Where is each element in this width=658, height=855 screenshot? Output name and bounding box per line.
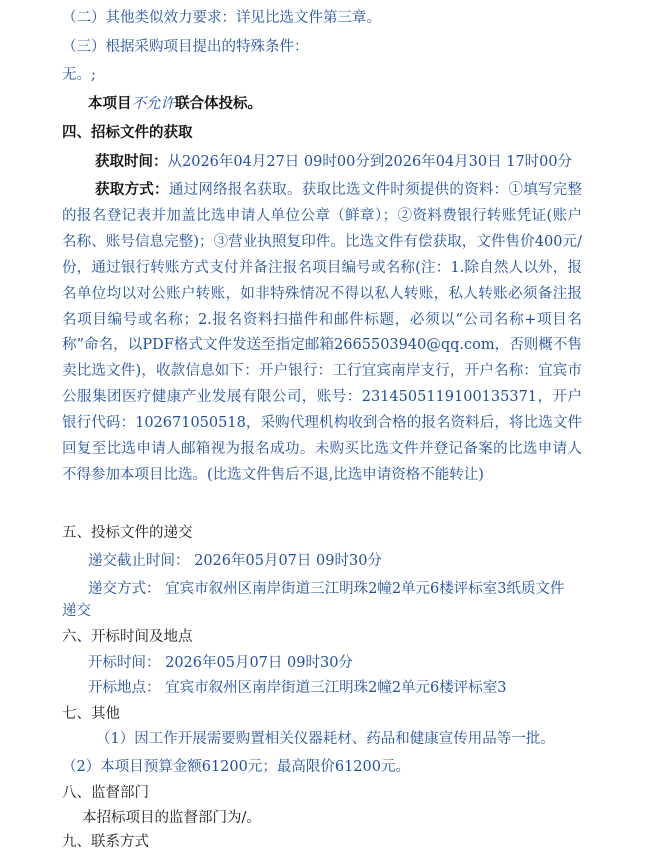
section-6-heading: 六、开标时间及地点 — [62, 629, 193, 645]
acquisition-method-paragraph — [62, 177, 582, 489]
submission-method-line: 递交方式： 宜宾市叙州区南岸街道三江明珠2幢2单元6楼评标室3纸质文件 — [88, 581, 565, 597]
section-7-heading: 七、其他 — [62, 706, 120, 722]
section-4-heading: 四、招标文件的获取 — [62, 124, 193, 141]
submission-method-continuation: 递交 — [62, 603, 91, 619]
opening-time-line: 开标时间： 2026年05月07日 09时30分 — [88, 655, 353, 671]
submission-deadline-line: 递交截止时间： 2026年05月07日 09时30分 — [88, 553, 382, 569]
none-line: 无。; — [62, 67, 96, 83]
other-item-1: （1）因工作开展需要购置相关仪器耗材、药品和健康宣传用品等一批。 — [96, 731, 555, 747]
section-8-heading: 八、监督部门 — [62, 785, 149, 801]
opening-place-line: 开标地点： 宜宾市叙州区南岸街道三江明珠2幢2单元6楼评标室3 — [88, 680, 507, 696]
acquisition-method-label: 获取方式： — [95, 181, 169, 198]
section-5-heading: 五、投标文件的递交 — [62, 525, 193, 541]
acquisition-time-value: 从2026年04月27日 09时00分到2026年04月30日 17时00分 — [167, 154, 573, 170]
consortium-prefix: 本项目 — [88, 95, 132, 112]
acquisition-time-line — [95, 152, 572, 172]
acquisition-method-text: 通过网络报名获取。获取比选文件时须提供的资料：①填写完整的报名登记表并加盖比选申请人单位公章（鲜章）；②资料费银行转账凭证(账户名称、账号信息完整)；③营业执照复印件。比选文件有偿获取，文件售价400元/份，通过银行转账方式支付并备注报名项目编号或名称(注：1.除自然人以外，报名单位均以对公账户转账，如非特殊情况不得以私人转账，私人转账必须备注报名项目编号或名称；2.报名资料扫描件和邮件标题，必须以“公司名称+项目名称”命名，以PDF格式文件发送至指定邮箱2665503940@qq.com，否则概不售卖比选文件)，收款信息如下：开户银行：工行宜宾南岸支行，开户名称：宜宾市公服集团医疗健康产业发展有限公司，账号：2314505119100135371，开户银行代码：102671050518，采购代理机构收到合格的报名资料后，将比选文件回复至比选申请人邮箱视为报名成功。未购买比选文件并登记备案的比选申请人不得参加本项目比选。(比选文件售后不退,比选申请资格不能转让) — [62, 182, 582, 483]
consortium-suffix: 联合体投标。 — [175, 95, 262, 112]
consortium-line — [88, 94, 262, 114]
section-9-heading: 九、联系方式 — [62, 834, 149, 850]
consortium-emphasis: 不允许 — [131, 96, 175, 112]
other-requirements-line: （二）其他类似效力要求：详见比选文件第三章。 — [62, 10, 381, 26]
acquisition-time-label: 获取时间： — [95, 153, 168, 170]
supervision-line: 本招标项目的监督部门为/。 — [82, 810, 261, 826]
special-conditions-line: （三）根据采购项目提出的特殊条件： — [62, 39, 309, 55]
other-item-2: （2）本项目预算金额61200元；最高限价61200元。 — [62, 759, 410, 775]
